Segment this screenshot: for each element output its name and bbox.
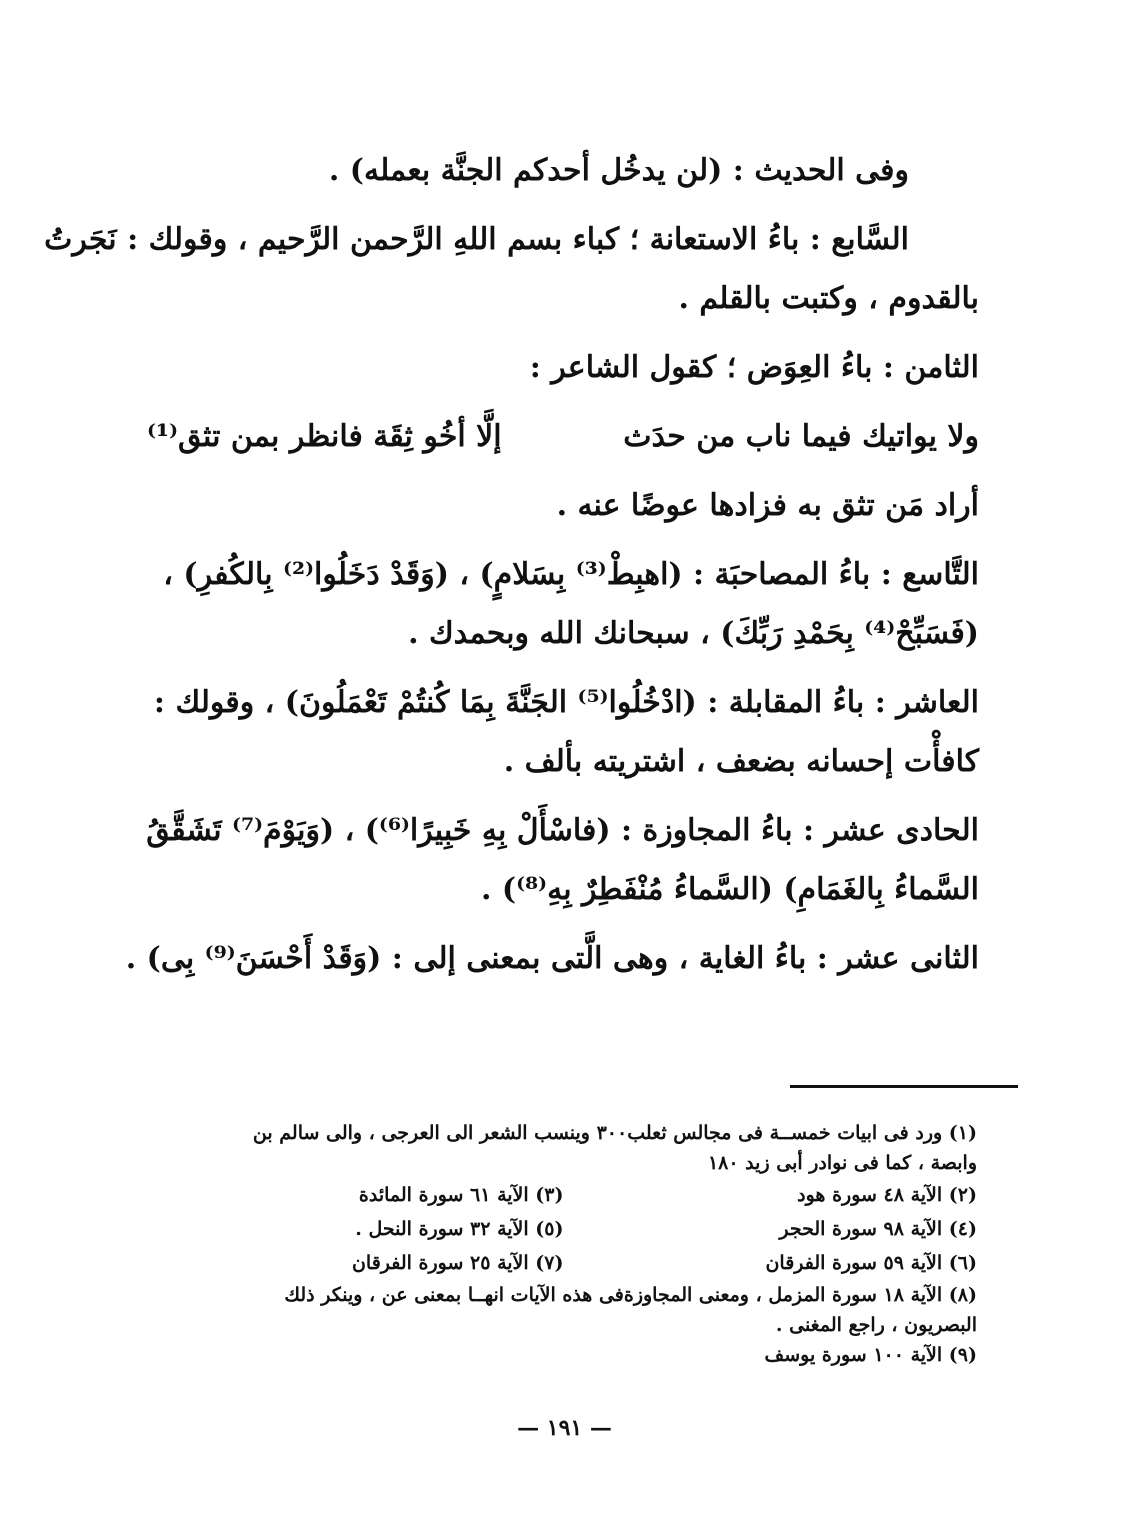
text-line-7: التَّاسع : باءُ المصاحبَة : (اهبِطْ⁽³⁾ بِسَلامٍ) ، (وَقَدْ دَخَلُوا⁽²⁾ بِالكُفرِ) ، [163,557,979,592]
main-text [44,148,979,1005]
text-line-1: وفى الحديث : (لن يدخُل أحدكم الجنَّة بعمله) . [328,153,909,188]
poetry-verse [145,414,979,460]
text-line-2: السَّابع : باءُ الاستعانة ؛ كباء بسم اللهِ الرَّحمن الرَّحيم ، وقولك : نَجَرتُ [44,222,909,257]
text-line-6: أراد مَن تثق به فزادها عوضًا عنه . [556,488,979,523]
text-line-8: (فَسَبِّحْ⁽⁴⁾ بِحَمْدِ رَبِّكَ) ، سبحانك الله وبحمدك . [408,616,979,651]
text-line-3: بالقدوم ، وكتبت بالقلم . [678,281,979,316]
text-line-4: الثامن : باءُ العِوَض ؛ كقول الشاعر : [529,350,979,385]
footnote-1-line-1: (١) ورد فى ابيات خمســة فى مجالس ثعلب٣٠٠ وينسب الشعر الى العرجى ، والى سالم بن [252,1122,977,1144]
footnote-5: (٥) الآية ٣٢ سورة النحل . [355,1218,564,1240]
text-line-12: السَّماءُ بِالغَمَامِ) (السَّماءُ مُنْفَطِرٌ بِهِ⁽⁸⁾) . [481,872,979,907]
footnote-7: (٧) الآية ٢٥ سورة الفرقان [351,1252,564,1274]
text-line-13: الثانى عشر : باءُ الغاية ، وهى الَّتى بمعنى إلى : (وَقَدْ أَحْسَنَ⁽⁹⁾ بِى) . [125,941,979,976]
footnote-pair [150,1212,977,1246]
footnote-8-line-1: (٨) الآية ١٨ سورة المزمل ، ومعنى المجاوزةفى هذه الآيات انهــا بمعنى عن ، وينكر ذلك [284,1284,977,1306]
footnote-8-line-2: البصريون ، راجع المغنى . [775,1314,977,1336]
footnote-3: (٣) الآية ٦١ سورة المائدة [358,1184,564,1206]
footnote-divider [790,1085,1018,1088]
footnote-1-line-2: وابصة ، كما فى نوادر أبى زيد ١٨٠ [707,1152,977,1174]
footnote-4: (٤) الآية ٩٨ سورة الحجر [779,1218,977,1240]
footnote-2: (٢) الآية ٤٨ سورة هود [797,1184,977,1206]
text-line-11: الحادى عشر : باءُ المجاوزة : (فاسْأَلْ بِهِ خَبِيرًا⁽⁶⁾) ، (وَيَوْمَ⁽⁷⁾ تَشَقَّقُ [146,813,979,848]
page-number: — ١٩١ — [517,1415,612,1441]
verse-second-hemistich: إلَّا أخُو ثِقَة فانظر بمن تثق⁽¹⁾ [147,419,502,454]
text-line-10: كافأْت إحسانه بضعف ، اشتريته بألف . [503,744,979,779]
footnote-9: (٩) الآية ١٠٠ سورة يوسف [764,1344,977,1366]
text-line-9: العاشر : باءُ المقابلة : (ادْخُلُوا⁽⁵⁾ الجَنَّةَ بِمَا كُنتُمْ تَعْمَلُونَ) ، وقولك : [153,685,979,720]
footnotes [150,1118,977,1370]
verse-first-hemistich: ولا يواتيك فيما ناب من حدَث [623,419,979,454]
footnote-6: (٦) الآية ٥٩ سورة الفرقان [765,1252,977,1274]
footnote-pair [150,1178,977,1212]
footnote-pair [150,1246,977,1280]
